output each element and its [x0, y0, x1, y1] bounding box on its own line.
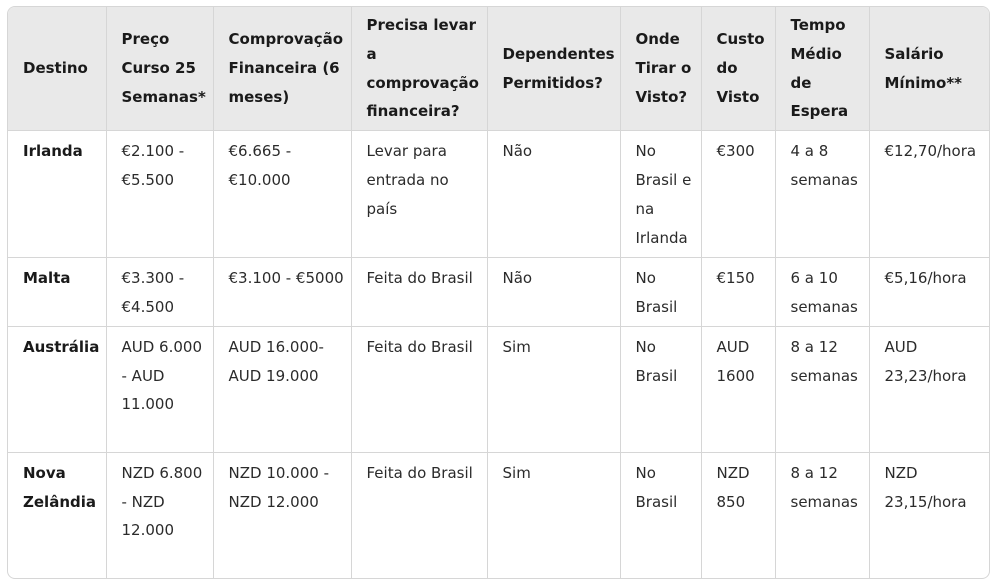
cell-custo-visto: €150 — [701, 258, 775, 327]
cell-tempo-espera: 4 a 8 semanas — [775, 131, 869, 258]
cell-dependentes: Não — [487, 131, 620, 258]
cell-salario: €5,16/hora — [869, 258, 989, 327]
header-comprovacao-financeira: Comprovação Financeira (6 meses) — [213, 7, 351, 131]
cell-preco-curso: NZD 6.800 - NZD 12.000 — [106, 452, 213, 578]
header-row — [8, 7, 989, 131]
cell-comprovacao: €3.100 - €5000 — [213, 258, 351, 327]
cell-comprovacao: €6.665 - €10.000 — [213, 131, 351, 258]
cell-tempo-espera: 8 a 12 semanas — [775, 326, 869, 452]
cell-salario: €12,70/hora — [869, 131, 989, 258]
cell-comprovacao: NZD 10.000 - NZD 12.000 — [213, 452, 351, 578]
cell-dependentes: Sim — [487, 326, 620, 452]
cell-dependentes: Não — [487, 258, 620, 327]
cell-comprovacao: AUD 16.000-AUD 19.000 — [213, 326, 351, 452]
table-row — [8, 258, 989, 327]
cell-tempo-espera: 6 a 10 semanas — [775, 258, 869, 327]
header-preco-curso: Preço Curso 25 Semanas* — [106, 7, 213, 131]
cell-tempo-espera: 8 a 12 semanas — [775, 452, 869, 578]
cell-precisa-levar: Levar para entrada no país — [351, 131, 487, 258]
cell-custo-visto: AUD 1600 — [701, 326, 775, 452]
header-custo-visto: Custo do Visto — [701, 7, 775, 131]
comparison-table-container — [7, 6, 990, 579]
header-dependentes: Dependentes Permitidos? — [487, 7, 620, 131]
table-row — [8, 452, 989, 578]
cell-precisa-levar: Feita do Brasil — [351, 326, 487, 452]
cell-salario: AUD 23,23/hora — [869, 326, 989, 452]
table-header — [8, 7, 989, 131]
cell-custo-visto: €300 — [701, 131, 775, 258]
header-precisa-levar: Precisa levar a comprovação financeira? — [351, 7, 487, 131]
header-tempo-espera: Tempo Médio de Espera — [775, 7, 869, 131]
table-body — [8, 131, 989, 579]
table-row — [8, 326, 989, 452]
cell-custo-visto: NZD 850 — [701, 452, 775, 578]
cell-onde-tirar: No Brasil — [620, 326, 701, 452]
cell-onde-tirar: No Brasil e na Irlanda — [620, 131, 701, 258]
cell-precisa-levar: Feita do Brasil — [351, 452, 487, 578]
cell-onde-tirar: No Brasil — [620, 258, 701, 327]
cell-destino: Malta — [8, 258, 106, 327]
cell-preco-curso: AUD 6.000 - AUD 11.000 — [106, 326, 213, 452]
cell-preco-curso: €2.100 - €5.500 — [106, 131, 213, 258]
cell-destino: Irlanda — [8, 131, 106, 258]
cell-destino: Austrália — [8, 326, 106, 452]
cell-salario: NZD 23,15/hora — [884, 463, 967, 511]
table-row — [8, 131, 989, 258]
header-destino: Destino — [8, 7, 106, 131]
cell-onde-tirar: No Brasil — [620, 452, 701, 578]
visa-comparison-table — [8, 7, 989, 578]
header-salario-minimo: Salário Mínimo** — [869, 7, 989, 131]
cell-preco-curso: €3.300 - €4.500 — [106, 258, 213, 327]
header-onde-tirar-visto: Onde Tirar o Visto? — [620, 7, 701, 131]
cell-destino: Nova Zelândia — [8, 452, 106, 578]
cell-dependentes: Sim — [487, 452, 620, 578]
cell-precisa-levar: Feita do Brasil — [351, 258, 487, 327]
